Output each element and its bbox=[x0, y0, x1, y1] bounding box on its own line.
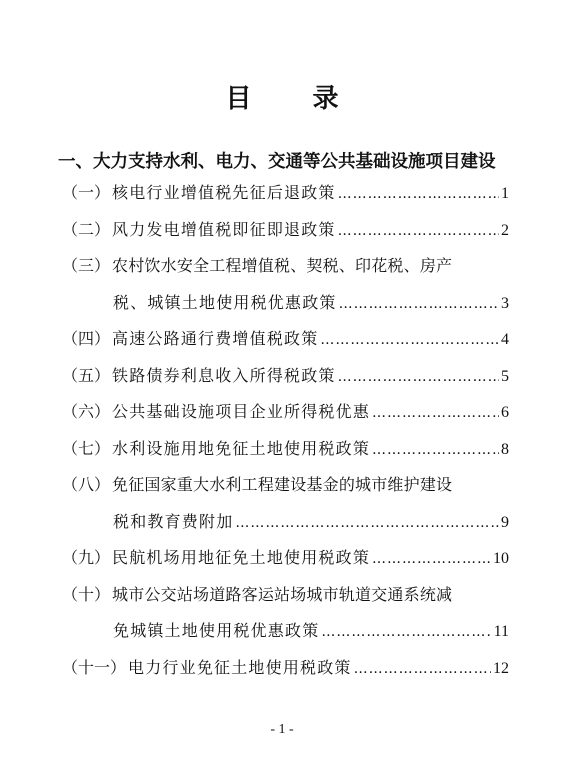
toc-entry-number: （十） bbox=[62, 584, 111, 604]
toc-entry-title: 高速公路通行费增值税政策 bbox=[112, 329, 319, 348]
toc-entry-page: 9 bbox=[501, 513, 509, 531]
leader-dots bbox=[321, 624, 491, 640]
toc-entry-continuation[interactable] bbox=[62, 290, 509, 327]
toc-entry-number: （六） bbox=[62, 402, 111, 421]
toc-entry-number: （十一） bbox=[62, 657, 127, 677]
toc-entry-title: 核电行业增值税先征后退政策 bbox=[112, 183, 336, 202]
toc-entry-title: 公共基础设施项目企业所得税优惠 bbox=[112, 402, 371, 421]
leader-dots bbox=[372, 442, 499, 458]
toc-entry-continuation[interactable] bbox=[62, 618, 509, 655]
toc-entry-title: 民航机场用地征免土地使用税政策 bbox=[112, 548, 371, 567]
toc-entry[interactable] bbox=[62, 217, 509, 254]
toc-entry-number: （三） bbox=[62, 256, 111, 275]
toc-entry-title: 农村饮水安全工程增值税、契税、印花税、房产 bbox=[112, 256, 453, 275]
toc-entry-title-continued: 税和教育费附加 bbox=[113, 511, 234, 531]
toc-entry[interactable] bbox=[62, 582, 509, 619]
toc-entry-title: 水利设施用地免征土地使用税政策 bbox=[112, 438, 371, 458]
toc-entry-number: （二） bbox=[62, 219, 111, 239]
toc-entry-title: 城市公交站场道路客运站场城市轨道交通系统减 bbox=[112, 584, 453, 604]
toc-entry[interactable] bbox=[62, 180, 509, 217]
toc-entry-page: 2 bbox=[501, 221, 509, 239]
leader-dots bbox=[235, 515, 499, 531]
toc-entry[interactable] bbox=[62, 363, 509, 400]
toc-entry-page: 10 bbox=[493, 550, 509, 567]
toc-entry-title-continued: 税、城镇土地使用税优惠政策 bbox=[113, 292, 337, 312]
toc-entry[interactable] bbox=[62, 436, 509, 473]
leader-dots bbox=[339, 296, 499, 312]
page-title: 目 录 bbox=[225, 84, 365, 114]
toc-entry[interactable] bbox=[62, 326, 509, 363]
toc-entry-page: 5 bbox=[501, 367, 509, 385]
toc-entry[interactable] bbox=[62, 399, 509, 436]
toc-entry-title: 电力行业免征土地使用税政策 bbox=[128, 657, 352, 677]
leader-dots bbox=[338, 186, 499, 202]
toc-entry-number: （七） bbox=[62, 438, 111, 458]
leader-dots bbox=[338, 369, 499, 385]
table-of-contents bbox=[62, 180, 509, 691]
leader-dots bbox=[372, 551, 491, 567]
toc-entry[interactable] bbox=[62, 253, 509, 290]
toc-entry-title: 铁路债券利息收入所得税政策 bbox=[112, 365, 336, 385]
toc-entry-number: （八） bbox=[62, 475, 111, 494]
toc-entry-page: 11 bbox=[493, 623, 509, 640]
leader-dots bbox=[320, 332, 499, 348]
toc-entry-title: 风力发电增值税即征即退政策 bbox=[112, 219, 336, 239]
toc-entry-number: （五） bbox=[62, 365, 111, 385]
toc-entry-page: 8 bbox=[501, 440, 509, 458]
toc-entry-number: （一） bbox=[62, 183, 111, 202]
section-heading: 一、大力支持水利、电力、交通等公共基础设施项目建设 bbox=[58, 152, 496, 172]
toc-entry-page: 12 bbox=[493, 659, 509, 677]
toc-entry[interactable] bbox=[62, 655, 509, 692]
toc-entry[interactable] bbox=[62, 545, 509, 582]
toc-entry[interactable] bbox=[62, 472, 509, 509]
toc-entry-number: （四） bbox=[62, 329, 111, 348]
toc-entry-number: （九） bbox=[62, 548, 111, 567]
toc-entry-page: 6 bbox=[501, 404, 509, 421]
leader-dots bbox=[354, 661, 491, 677]
toc-entry-title: 免征国家重大水利工程建设基金的城市维护建设 bbox=[112, 475, 453, 494]
leader-dots bbox=[372, 405, 499, 421]
page-number-footer: - 1 - bbox=[270, 722, 294, 737]
toc-entry-page: 1 bbox=[501, 185, 509, 202]
leader-dots bbox=[338, 223, 499, 239]
toc-entry-title-continued: 免城镇土地使用税优惠政策 bbox=[113, 621, 320, 640]
toc-entry-page: 3 bbox=[501, 294, 509, 312]
toc-entry-continuation[interactable] bbox=[62, 509, 509, 546]
toc-entry-page: 4 bbox=[501, 331, 509, 348]
